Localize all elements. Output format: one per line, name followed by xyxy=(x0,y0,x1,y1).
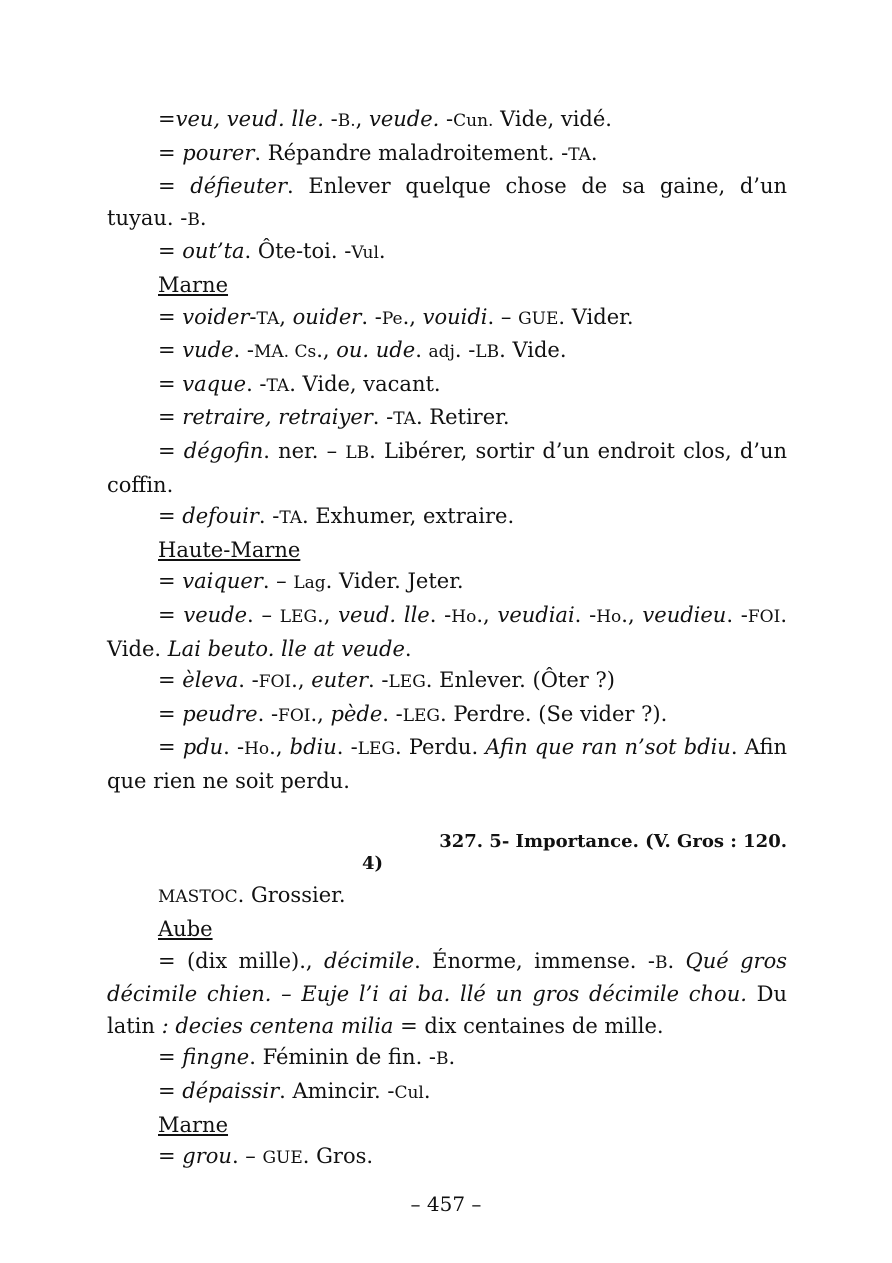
dictionary-entry xyxy=(107,1076,787,1110)
entry-text: . Perdre. (Se vider ?). xyxy=(440,701,668,726)
entry-text: ., xyxy=(317,602,339,627)
dictionary-entry xyxy=(107,335,787,369)
entry-text: . xyxy=(199,205,207,230)
entry-term: èleva xyxy=(182,668,239,693)
entry-source-abbrev: TA xyxy=(279,508,302,529)
entry-text: . - xyxy=(574,602,597,627)
entry-text: - xyxy=(323,107,338,131)
entry-text: = xyxy=(158,1144,183,1169)
entry-source-abbrev: B xyxy=(654,952,668,973)
dictionary-entry xyxy=(107,236,787,270)
entry-source-abbrev: Lag xyxy=(293,573,326,594)
entry-text: . Énorme, immense. - xyxy=(414,948,655,973)
entry-source-abbrev: adj xyxy=(428,342,455,363)
entry-text: ., xyxy=(291,668,312,693)
dictionary-entry xyxy=(107,946,787,1043)
dictionary-entry xyxy=(107,369,787,403)
entry-text: . – xyxy=(487,304,519,329)
entry-term: pdu xyxy=(182,735,224,760)
entry-source-abbrev: B. xyxy=(337,111,356,131)
entry-text: . Perdu. xyxy=(395,735,486,760)
dictionary-entry xyxy=(107,699,787,733)
entry-text: . - xyxy=(726,602,748,627)
entry-text: . xyxy=(590,140,598,165)
section-heading-tail: 4) xyxy=(362,853,384,875)
entry-text: . – xyxy=(231,1144,263,1169)
entry-text: . - xyxy=(336,735,358,760)
entry-text: ., xyxy=(621,602,643,627)
entry-text: . - xyxy=(223,735,245,760)
dictionary-entry xyxy=(107,501,787,535)
entry-text: . - xyxy=(257,701,279,726)
entries-group-d xyxy=(107,880,787,914)
entry-text: . Vider. xyxy=(558,304,634,329)
entry-term: ouider xyxy=(292,304,362,329)
entries-group-b xyxy=(107,302,787,535)
entry-text: = (dix mille)., xyxy=(158,948,324,973)
entry-text: ., xyxy=(310,701,331,726)
entry-text: . xyxy=(378,239,386,264)
entries-group-f xyxy=(107,1141,787,1175)
entry-term: veu, veud. lle. xyxy=(175,107,324,131)
entry-term: veudiai xyxy=(497,602,575,627)
entry-text: . xyxy=(404,636,412,661)
entries-group-e xyxy=(107,946,787,1110)
dictionary-entry xyxy=(107,402,787,436)
entry-text: = dix centaines de mille. xyxy=(393,1013,664,1038)
section-heading xyxy=(107,830,787,854)
entry-source-abbrev: LB xyxy=(345,442,370,463)
entry-source-abbrev: Cun. xyxy=(453,111,494,131)
entry-text: = xyxy=(158,174,191,199)
entry-text: . Féminin de fin. - xyxy=(249,1045,437,1070)
region-heading-haute-marne: Haute-Marne xyxy=(158,537,301,562)
entry-term: euter xyxy=(311,668,369,693)
dictionary-entry xyxy=(107,1042,787,1076)
entry-text: . - xyxy=(233,338,254,363)
entry-source-abbrev: LEG xyxy=(402,705,441,726)
entry-text: . - xyxy=(361,304,382,329)
entry-text: = xyxy=(158,438,184,463)
entry-term: peudre xyxy=(182,701,258,726)
entry-source-abbrev: Vul xyxy=(351,243,379,264)
entry-text: Du latin xyxy=(107,982,787,1038)
entry-text: ., xyxy=(269,735,290,760)
entry-term: defouir xyxy=(182,504,259,529)
entry-text: . Répandre maladroitement. - xyxy=(254,140,569,165)
entry-term: dépaissir xyxy=(182,1079,280,1104)
entries-group-a xyxy=(107,104,787,270)
entry-text: , xyxy=(355,107,369,131)
entry-text: = xyxy=(158,735,183,760)
entry-text: = xyxy=(158,1079,183,1104)
entry-term: pède xyxy=(330,701,383,726)
entry-term: décimile xyxy=(323,948,415,973)
region-heading-marne: Marne xyxy=(158,272,229,297)
entry-term: dégofin xyxy=(183,438,264,463)
entry-term: veud. lle xyxy=(338,602,430,627)
entry-text: = xyxy=(158,140,183,165)
entry-text: . Vider. Jeter. xyxy=(325,569,464,594)
entry-term: out’ta xyxy=(182,239,245,264)
entry-text: . - xyxy=(429,602,452,627)
entry-text: . – xyxy=(247,602,280,627)
entry-source-abbrev: GUE xyxy=(262,1148,303,1169)
entry-term: retraire, retraiyer xyxy=(182,405,373,430)
entry-text: . - xyxy=(258,504,280,529)
entry-text: = xyxy=(158,304,183,329)
entry-source-abbrev: FOI xyxy=(278,705,311,726)
entry-text: . Enlever. (Ôter ?) xyxy=(425,668,615,693)
entry-term: veude. xyxy=(368,107,440,131)
entry-text: = xyxy=(158,239,183,264)
entry-source-abbrev: Cul xyxy=(394,1083,424,1104)
entry-source-abbrev: TA xyxy=(568,144,591,165)
entry-source-abbrev: TA xyxy=(393,409,416,430)
entry-term: fingne xyxy=(182,1045,250,1070)
dictionary-entry xyxy=(107,436,787,501)
dictionary-entry xyxy=(107,600,787,665)
entry-text: = xyxy=(158,569,183,594)
entry-term: voider xyxy=(182,304,250,329)
entry-text: . Exhumer, extraire. xyxy=(302,504,515,529)
entry-source-abbrev: Pe xyxy=(381,308,403,329)
entry-text: . Gros. xyxy=(302,1144,374,1169)
entry-source-abbrev: B xyxy=(436,1049,449,1070)
entry-source-abbrev: MA. Cs xyxy=(254,342,317,363)
entry-source-abbrev: LEG xyxy=(279,606,318,627)
entry-term: Afin que ran n’sot bdiu xyxy=(485,735,731,760)
entry-text: . xyxy=(415,338,429,363)
entry-source-abbrev: FOI xyxy=(258,672,292,693)
entries-group-c xyxy=(107,566,787,797)
entry-text: . - xyxy=(454,338,476,363)
dictionary-entry xyxy=(107,302,787,336)
entry-text: ., xyxy=(402,304,423,329)
entry-term: ou. ude xyxy=(336,338,416,363)
entry-text: . - xyxy=(246,371,267,396)
entry-source-abbrev: Ho xyxy=(244,739,270,760)
entry-text: . xyxy=(448,1045,456,1070)
entry-source-abbrev: TA xyxy=(256,308,280,329)
page-number: – 457 – xyxy=(410,1192,482,1216)
entry-text: ., xyxy=(316,338,337,363)
entry-text: . Grossier. xyxy=(237,883,346,908)
entry-text: - xyxy=(249,304,257,329)
entry-text: = xyxy=(158,107,176,131)
region-heading-marne-2: Marne xyxy=(158,1112,229,1137)
entry-source-abbrev: Ho xyxy=(596,606,622,627)
entry-text: . Vide. xyxy=(107,602,788,661)
entry-text: ., xyxy=(476,602,498,627)
entry-text: . xyxy=(667,948,686,973)
entry-term: bdiu xyxy=(289,735,337,760)
dictionary-entry xyxy=(107,880,787,914)
entry-text: = xyxy=(158,668,183,693)
entry-text: = xyxy=(158,701,183,726)
entry-source-abbrev: TA xyxy=(266,375,290,396)
section-heading-main: 327. 5- Importance. (V. Gros : 120. xyxy=(439,831,787,853)
dictionary-entry xyxy=(107,1141,787,1175)
entry-source-abbrev: MASTOC xyxy=(158,887,238,908)
dictionary-entry xyxy=(107,171,787,236)
entry-text: . - xyxy=(368,668,389,693)
page-body xyxy=(107,104,787,1175)
entry-text: . Vide. xyxy=(499,338,567,363)
entry-text: . Ôte-toi. - xyxy=(244,239,352,264)
entry-text: . Libérer, sortir d’un endroit clos, d’un coffin. xyxy=(107,438,787,497)
entry-text: = xyxy=(158,1045,183,1070)
entry-text: = xyxy=(158,405,183,430)
entry-term: vaque xyxy=(182,371,247,396)
entry-text: . - xyxy=(382,701,403,726)
entry-text: . Afin que rien ne soit perdu. xyxy=(107,735,787,793)
entry-text: - xyxy=(439,107,454,131)
entry-text: . Enlever quelque chose de sa gaine, d’un tuyau. - xyxy=(107,174,787,230)
entry-source-abbrev: GUE xyxy=(518,308,559,329)
entry-text: Vide, vidé. xyxy=(493,107,612,131)
entry-text: . - xyxy=(238,668,259,693)
entry-term: vouidi xyxy=(422,304,488,329)
entry-term: veude xyxy=(183,602,248,627)
entry-source-abbrev: LB xyxy=(475,342,500,363)
dictionary-entry xyxy=(107,138,787,172)
entry-term: veudieu xyxy=(642,602,727,627)
entry-text: . Amincir. - xyxy=(279,1079,395,1104)
entry-text: . – xyxy=(262,569,294,594)
entry-source-abbrev: B xyxy=(187,209,200,230)
entry-text: . - xyxy=(372,405,394,430)
entry-source-abbrev: LEG xyxy=(357,739,395,760)
entry-text: = xyxy=(158,504,183,529)
entry-text: = xyxy=(158,338,183,363)
dictionary-entry xyxy=(107,732,787,797)
entry-source-abbrev: FOI xyxy=(747,606,781,627)
entry-source-abbrev: LEG xyxy=(388,672,426,693)
entry-text: . ner. – xyxy=(263,438,346,463)
entry-text: , xyxy=(279,304,293,329)
entry-term: vude xyxy=(182,338,234,363)
entry-term: : decies centena milia xyxy=(161,1013,394,1038)
entry-text: . Vide, vacant. xyxy=(289,371,441,396)
entry-term: défieuter xyxy=(190,174,288,199)
entry-term: vaiquer xyxy=(182,569,263,594)
entry-text: = xyxy=(158,602,184,627)
entry-source-abbrev: Ho xyxy=(451,606,477,627)
dictionary-entry xyxy=(107,104,787,138)
entry-term: grou xyxy=(182,1144,232,1169)
region-heading-aube: Aube xyxy=(158,917,213,942)
dictionary-entry xyxy=(107,566,787,600)
dictionary-entry xyxy=(107,665,787,699)
entry-text: . Retirer. xyxy=(415,405,510,430)
entry-term: Qué gros décimile chien. – Euje l’i ai ba. llé un gros décimile chou. xyxy=(107,948,787,1007)
entry-text: = xyxy=(158,371,183,396)
entry-term: Lai beuto. lle at veude xyxy=(167,636,405,661)
entry-text: . xyxy=(423,1079,431,1104)
entry-term: pourer xyxy=(182,140,255,165)
